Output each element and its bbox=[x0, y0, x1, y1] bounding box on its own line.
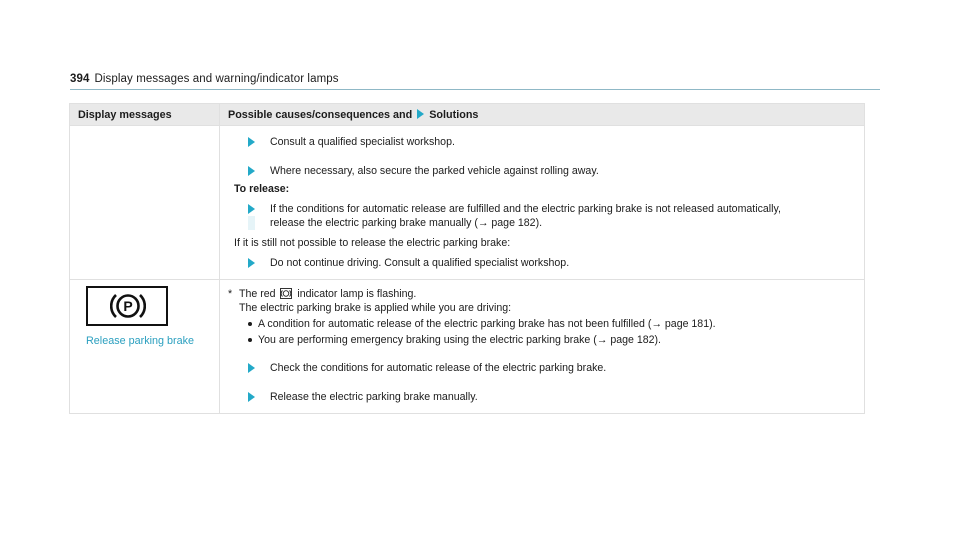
solution-step bbox=[246, 202, 856, 230]
svg-text:P: P bbox=[123, 298, 133, 314]
parking-brake-lamp-icon bbox=[86, 286, 168, 326]
step-text-line: If the conditions for automatic release are fulfilled and the electric parking brake is not released automatically, bbox=[270, 203, 781, 215]
display-messages-table bbox=[69, 103, 865, 414]
solution-step bbox=[246, 164, 856, 178]
page-reference-link[interactable]: release the electric parking brake manually (→ page 182). bbox=[270, 217, 543, 229]
col-header-display-messages: Display messages bbox=[70, 104, 220, 126]
cause-line bbox=[228, 287, 856, 301]
solution-step bbox=[246, 390, 856, 404]
table-row bbox=[70, 126, 865, 280]
step-arrow-icon bbox=[248, 166, 255, 176]
message-cell-empty bbox=[70, 126, 220, 280]
solution-step bbox=[246, 256, 856, 270]
cause-text: indicator lamp is flashing. bbox=[297, 288, 417, 300]
release-heading: To release: bbox=[234, 183, 290, 195]
list-item: You are performing emergency braking using the electric parking brake (→ page 182). bbox=[246, 333, 856, 347]
solutions-cell bbox=[220, 126, 865, 280]
solutions-cell bbox=[220, 280, 865, 414]
page-number: 394 bbox=[70, 73, 90, 85]
parking-brake-small-icon bbox=[280, 288, 292, 299]
solution-step bbox=[246, 135, 856, 149]
cause-bullets bbox=[246, 317, 856, 347]
step-arrow-icon bbox=[248, 137, 255, 147]
step-text-multiline bbox=[270, 202, 781, 230]
step-arrow-icon bbox=[248, 392, 255, 402]
step-text: Check the conditions for automatic release of the electric parking brake. bbox=[270, 362, 607, 374]
step-text: Do not continue driving. Consult a qualified specialist workshop. bbox=[270, 257, 570, 269]
page-header bbox=[70, 73, 339, 85]
col-header-causes-solutions bbox=[220, 104, 865, 126]
header-rule bbox=[70, 89, 880, 90]
step-text: Where necessary, also secure the parked vehicle against rolling away. bbox=[270, 165, 599, 177]
message-cell bbox=[70, 280, 220, 414]
col-header-causes-text: Possible causes/consequences and bbox=[228, 109, 413, 121]
col-header-solutions-text: Solutions bbox=[429, 109, 479, 121]
solution-step bbox=[246, 361, 856, 375]
solution-arrow-icon bbox=[417, 109, 424, 119]
cause-description: The electric parking brake is applied while you are driving: bbox=[239, 302, 512, 314]
step-text: Consult a qualified specialist workshop. bbox=[270, 136, 455, 148]
page-title: Display messages and warning/indicator lamps bbox=[94, 73, 339, 85]
step-arrow-icon bbox=[248, 258, 255, 268]
table-row bbox=[70, 280, 865, 414]
note-text: If it is still not possible to release the electric parking brake: bbox=[234, 237, 511, 249]
release-parking-brake-message: Release parking brake bbox=[86, 335, 195, 347]
step-arrow-icon bbox=[248, 204, 255, 214]
step-arrow-icon bbox=[248, 363, 255, 373]
asterisk: * bbox=[228, 288, 233, 300]
cause-text: The red bbox=[239, 288, 276, 300]
table-header-row bbox=[70, 104, 865, 126]
list-item: A condition for automatic release of the electric parking brake has not been fulfilled (→ page 181). bbox=[246, 317, 856, 331]
step-text: Release the electric parking brake manually. bbox=[270, 391, 478, 403]
